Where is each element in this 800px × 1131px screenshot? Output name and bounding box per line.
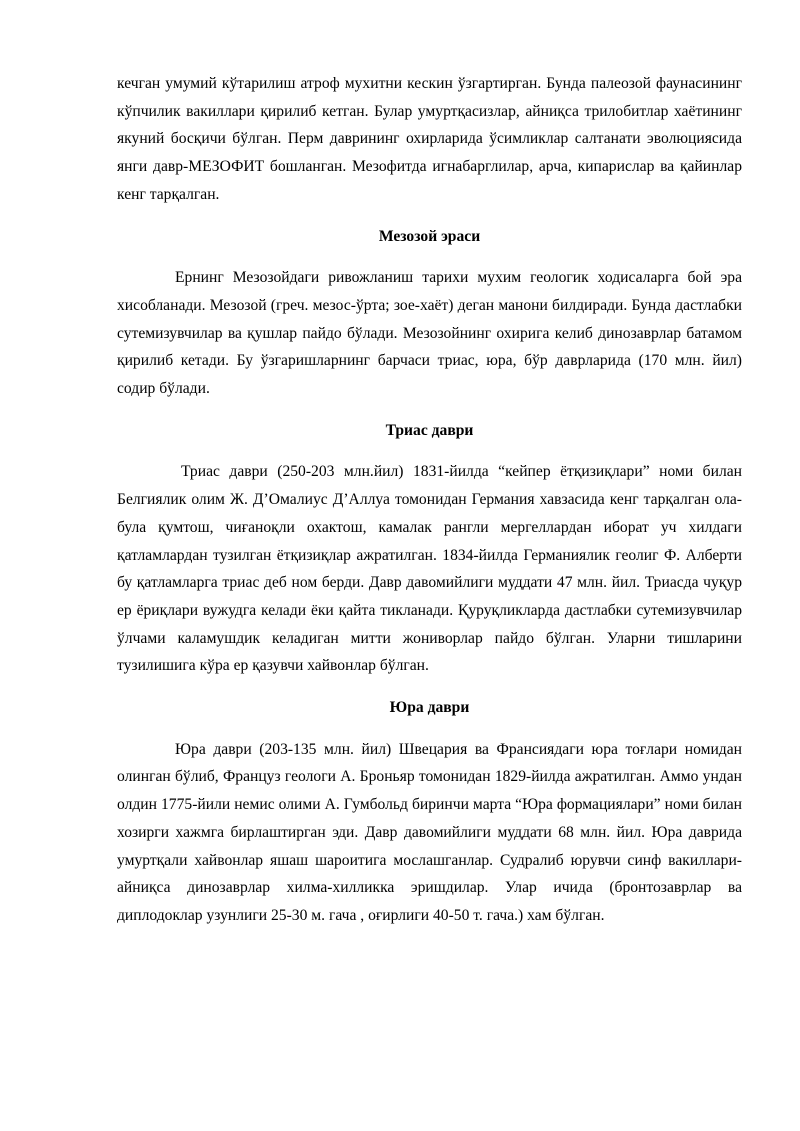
section-heading-triassic: Триас даври <box>385 421 474 439</box>
section-paragraph-mesozoic: Ернинг Мезозойдаги ривожланиш тарихи мухим геологик ходисаларга бой эра хисобланади. Мезозой (греч. мезос-ўрта; зое-хаёт) деган манони билдиради. Бунда дастлабки сутемизувчилар ва қушлар пайдо бўлади. Мезозойнинг охирига келиб динозаврлар батамом қирилиб кетади. Бу ўзгаришларнинг барчаси триас, юра, бўр даврларида (170 млн. йил) содир бўлади. <box>117 269 742 398</box>
intro-paragraph: кечган умумий кўтарилиш атроф мухитни кескин ўзгартирган. Бунда палеозой фаунасининг кўпчилик вакиллари қирилиб кетган. Булар умуртқасизлар, айниқса трилобитлар хаётининг якуний босқичи бўлган. Перм даврининг охирларида ўсимликлар салтанати эволюциясида янги давр-МЕЗОФИТ бошланган. Мезофитда игнабарглилар, арча, кипарислар ва қайинлар кенг тарқалган. <box>117 75 742 203</box>
section-paragraph-triassic: Триас даври (250-203 млн.йил) 1831-йилда “кейпер ётқизиқлари” номи билан Белгиялик олим Ж. Д’Омалиус Д’Аллуа томонидан Германия хавзасида кенг тарқалган ола-була қумтош, чиғаноқли охактош, камалак рангли мергеллардан иборат уч хилдаги қатламлардан тузилган ётқизиқлар ажратилган. 1834-йилда Германиялик геолиг Ф. Алберти бу қатламларга триас деб ном берди. Давр давомийлиги муддати 47 млн. йил. Триасда чуқур ер ёриқлари вужудга келади ёки қайта тикланади. Қуруқликларда дастлабки сутемизувчилар ўлчами каламушдик келадиган митти жониворлар пайдо бўлган. Уларни тишларини тузилишига кўра ер қазувчи хайвонлар бўлган. <box>117 463 742 675</box>
section-heading-mesozoic: Мезозой эраси <box>378 227 481 245</box>
section-heading-jurassic: Юра даври <box>389 699 470 717</box>
section-paragraph-jurassic: Юра даври (203-135 млн. йил) Швецария ва Франсиядаги юра тоғлари номидан олинган бўлиб, Француз геологи А. Броньяр томонидан 1829-йилда ажратилган. Аммо ундан олдин 1775-йили немис олими А. Гумбольд биринчи марта “Юра формациялари” номи билан хозирги хажмга бирлаштирган эди. Давр давомийлиги муддати 68 млн. йил. Юра даврида умуртқали хайвонлар яшаш шароитига мослашганлар. Судралиб юрувчи синф вакиллари- айниқса динозаврлар хилма-хилликка эришдилар. Улар ичида (бронтозаврлар ва диплодоклар узунлиги 25-30 м. гача , оғирлиги 40-50 т. гача.) хам бўлган. <box>117 740 742 924</box>
